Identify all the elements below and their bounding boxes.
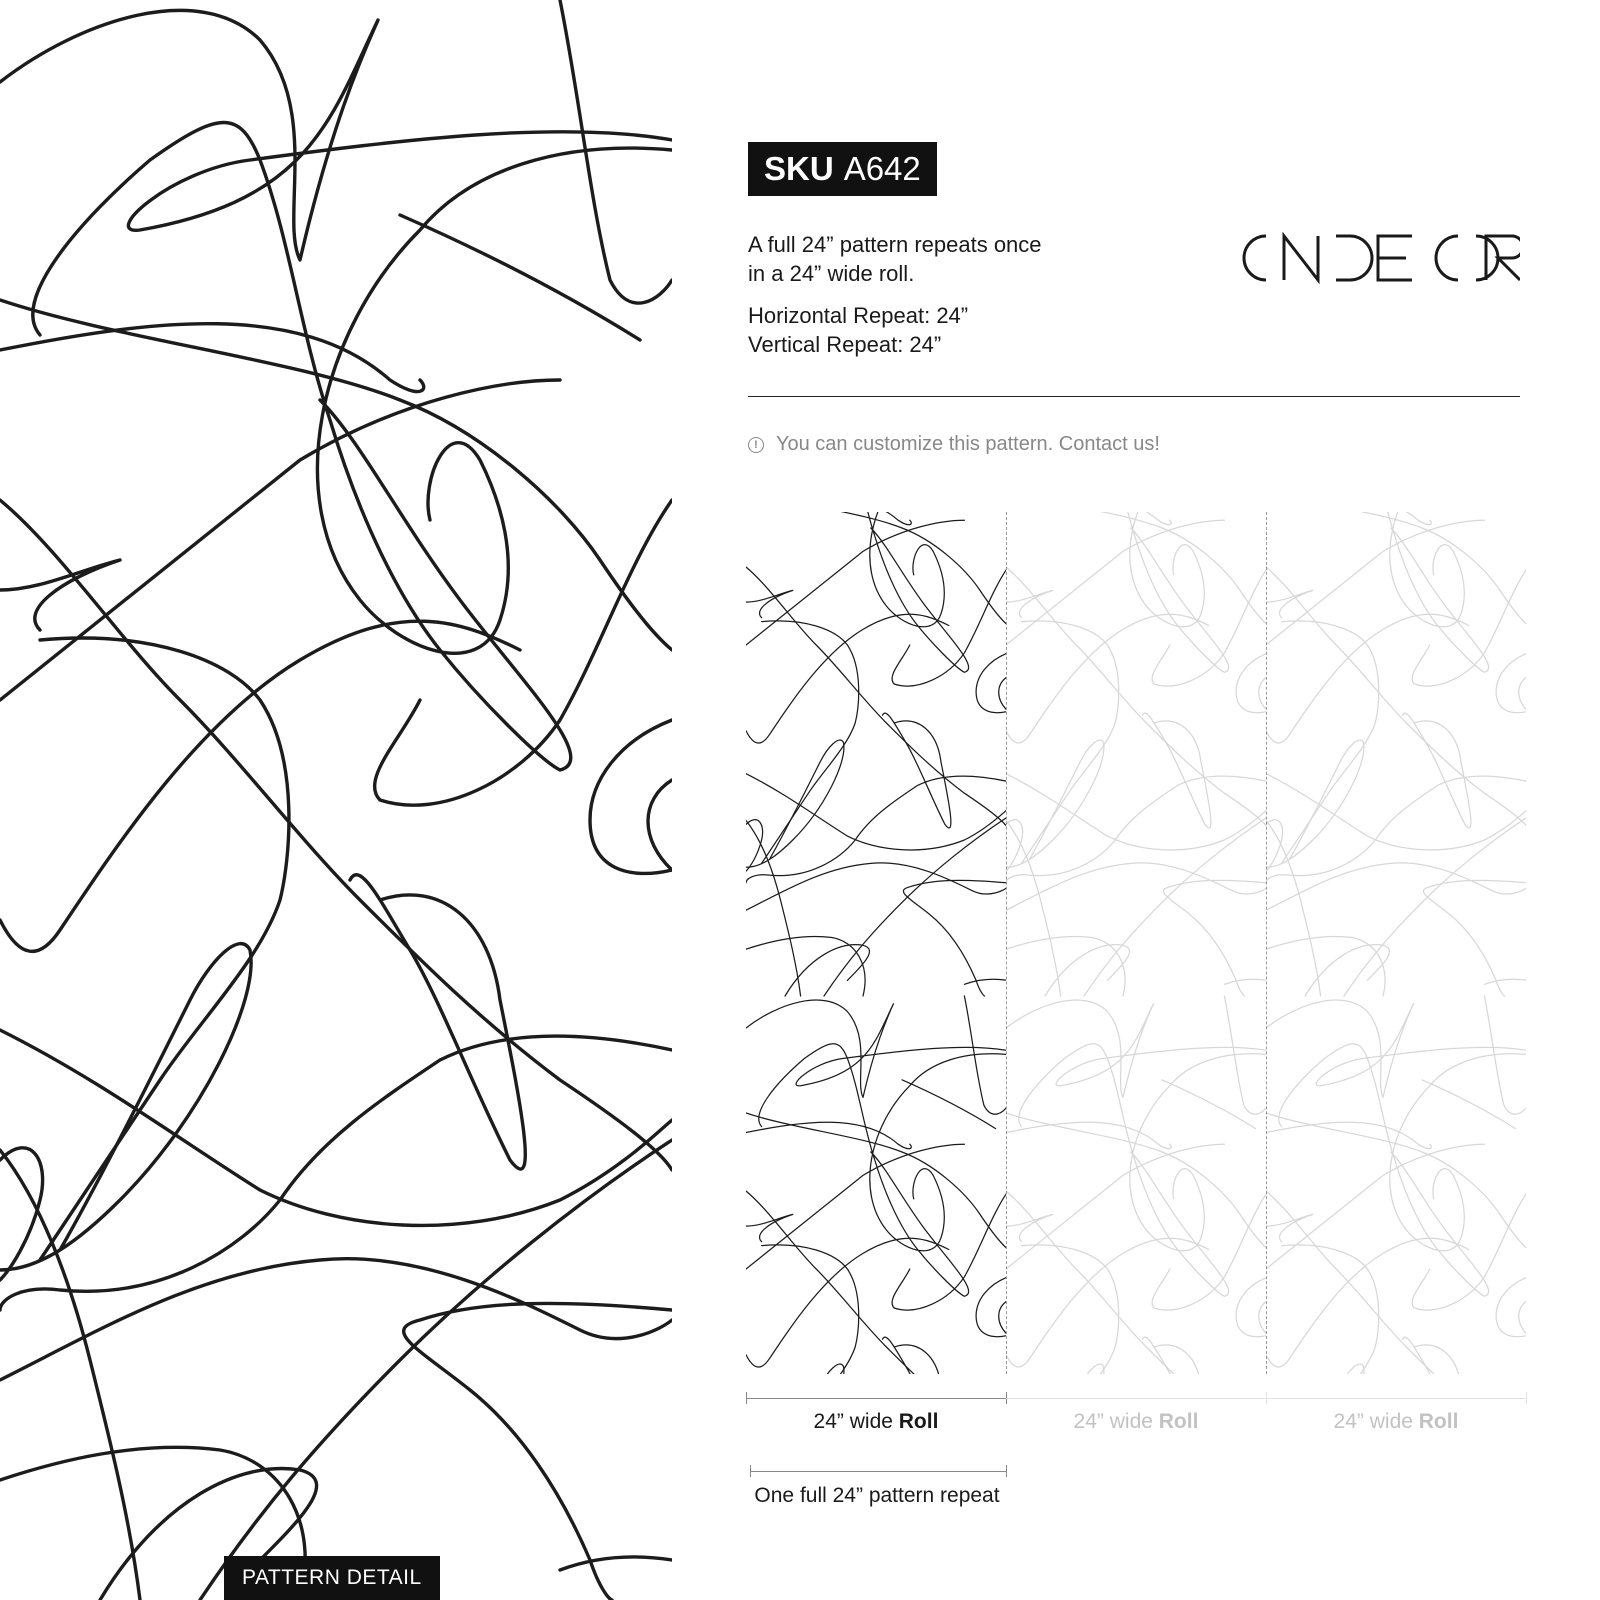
pattern-detail-label: PATTERN DETAIL: [224, 1556, 440, 1600]
horizontal-repeat: Horizontal Repeat: 24”: [748, 303, 969, 328]
roll-1-width-line: [746, 1398, 1006, 1399]
pattern-tile: [1266, 996, 1526, 1374]
vertical-repeat: Vertical Repeat: 24”: [748, 332, 942, 357]
roll-preview: [746, 512, 1528, 1378]
roll-2-tick-right: [1266, 1392, 1267, 1404]
repeat-width-line: [750, 1471, 1006, 1472]
sku-code: A642: [843, 150, 921, 187]
pattern-detail-strokes: [0, 0, 672, 1600]
customize-note: [748, 433, 1160, 456]
info-icon: !: [748, 437, 764, 453]
sku-key: SKU: [764, 150, 834, 187]
pattern-tile: [1006, 512, 1266, 996]
repeat-tick-right: [1006, 1465, 1007, 1477]
roll-2: [1006, 512, 1266, 1374]
roll-1-label: 24” wide Roll: [813, 1410, 939, 1433]
customize-note-text: You can customize this pattern. Contact us!: [776, 433, 1160, 455]
repeat-tick-left: [750, 1465, 751, 1477]
roll-3-label: 24” wide Roll: [1333, 1410, 1459, 1433]
roll-2-pattern: [1006, 512, 1266, 1374]
pattern-tile: [1006, 996, 1266, 1374]
roll-1-tick-left: [746, 1392, 747, 1404]
pattern-tile: [746, 512, 1006, 996]
ondecor-logo: [1236, 228, 1520, 288]
roll-1: [746, 512, 1006, 1374]
description-line-2: in a 24” wide roll.: [748, 261, 915, 286]
roll-3-pattern: [1266, 512, 1526, 1374]
roll-3-tick-right: [1526, 1392, 1527, 1404]
description-line-1: A full 24” pattern repeats once: [748, 232, 1042, 257]
roll-2-label: 24” wide Roll: [1073, 1410, 1199, 1433]
roll-3: [1266, 512, 1526, 1374]
roll-1-pattern: [746, 512, 1006, 1374]
repeat-caption: One full 24” pattern repeat: [754, 1484, 1000, 1507]
sku-badge: [748, 142, 937, 196]
pattern-tile: [1266, 512, 1526, 996]
pattern-tile: [746, 996, 1006, 1374]
section-divider: [748, 396, 1520, 397]
pattern-detail-image: [0, 0, 672, 1600]
